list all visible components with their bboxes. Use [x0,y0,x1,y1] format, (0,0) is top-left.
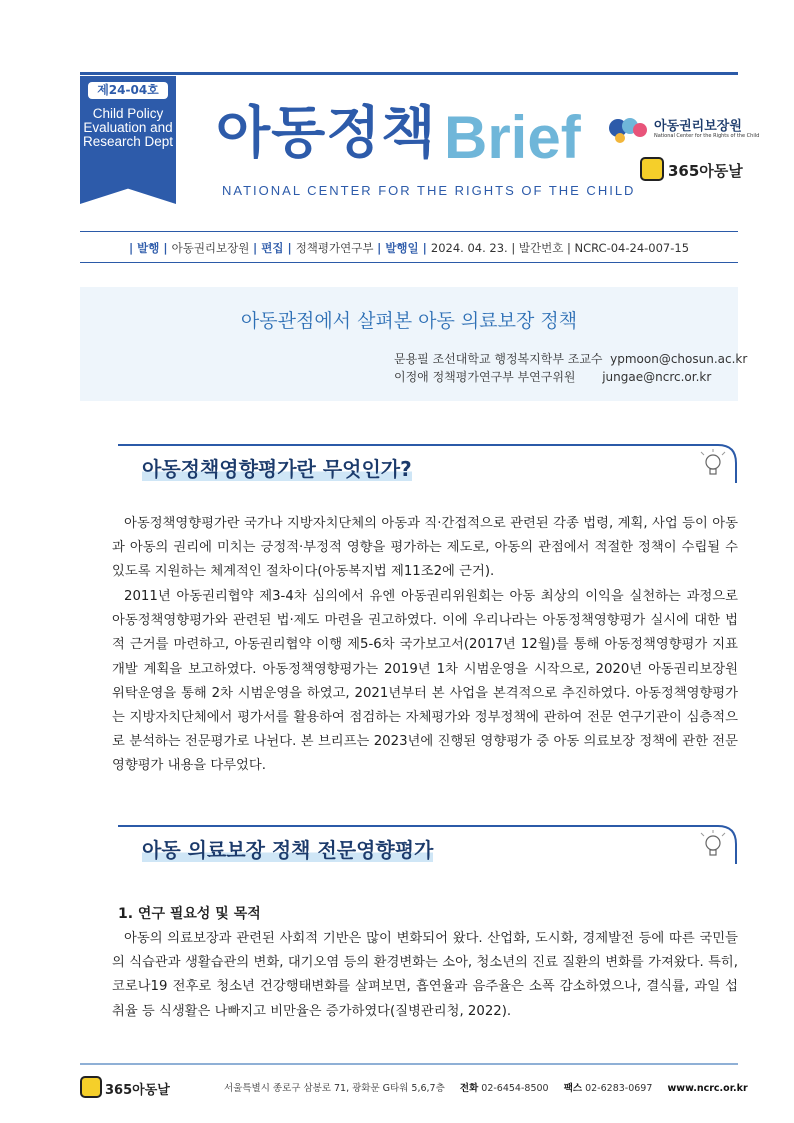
footer-contact [224,1080,748,1094]
report-title: 아동관점에서 살펴본 아동 의료보장 정책 [240,310,578,332]
editor: 정책평가연구부 [295,241,374,255]
lightbulb-icon [694,830,732,862]
author-1: 문용필 조선대학교 행정복지학부 조교수 ypmoon@chosun.ac.kr [394,352,748,366]
issue-number: 제24-04호 [88,82,168,99]
website-link[interactable]: www.ncrc.or.kr [667,1083,748,1094]
serial-label: 발간번호 [518,241,564,255]
tel: 02-6454-8500 [481,1083,549,1094]
footer-logo-text: 365아동날 [105,1083,170,1098]
author-2: 이정애 정책평가연구부 부연구위원 jungae@ncrc.or.kr [394,370,712,384]
section-1-paragraph-1: 아동정책영향평가란 국가나 지방자치단체의 아동과 직·간접적으로 관련된 각종 법령, 계획, 사업 등이 아동과 아동의 권리에 미치는 긍정적·부정적 영향을 평가하는 제도로, 아동의 관점에서 적절한 정책이 수립될 수 있도록 지원하는 체계적인 절차이다(아동복지법 제11조2에 근거). [112,516,738,580]
serial-number: NCRC-04-24-007-15 [574,241,690,255]
brief-subtitle: NATIONAL CENTER FOR THE RIGHTS OF THE CHILD [222,183,636,198]
publisher: 아동권리보장원 [171,241,250,255]
publication-meta: | 발행 | 아동권리보장원 | 편집 | 정책평가연구부 | 발행일 | 2024. 04. 23. | 발간번호 | NCRC-04-24-007-15 [128,241,690,255]
smile-logo-icon [640,157,664,181]
brief-title-korean: 아동정책 [216,101,437,166]
meta-top-rule [80,231,738,232]
smile-logo-icon [80,1076,102,1098]
tel-label: 전화 [459,1083,479,1094]
date-label: 발행일 [385,241,419,255]
meta-bottom-rule [80,262,738,263]
section-1-heading: 아동정책영향평가란 무엇인가? [142,457,412,481]
department-name: Child Policy Evaluation and Research Dept [82,106,174,149]
address: 서울특별시 종로구 삼봉로 71, 광화문 G타워 5,6,7층 [224,1083,445,1094]
section-2-paragraph-1: 아동의 의료보장과 관련된 사회적 기반은 많이 변화되어 왔다. 산업화, 도시화, 경제발전 등에 따른 국민들의 식습관과 생활습관의 변화, 대기오염 등의 환경변화는 소아, 청소년의 진료 질환의 변화를 가져왔다. 특히, 코로나19 전후로 청소년 건강행태변화를 살펴보면, 흡연율과 음주율은 소폭 감소하였으나, 결식률, 과일 섭취율 등 식생활은 나빠지고 비만율은 증가하였다(질병관리청, 2022). [112,931,738,1019]
fax-label: 팩스 [563,1083,583,1094]
footer-rule [80,1063,738,1065]
editor-label: 편집 [261,241,284,255]
section-2-heading: 아동 의료보장 정책 전문영향평가 [142,838,434,862]
publisher-label: 발행 [137,241,160,255]
ncrc-logo-subtext: National Center for the Rights of the Child [654,133,760,139]
publish-date: 2024. 04. 23. [430,241,508,255]
ncrc-logo-icon [606,114,652,144]
lightbulb-icon [694,449,732,481]
brief-title-english: Brief [444,104,581,171]
subsection-heading: 1. 연구 필요성 및 목적 [118,906,261,922]
section-1-paragraph-2: 2011년 아동권리협약 제3-4차 심의에서 유엔 아동권리위원회는 아동 최상의 이익을 실천하는 과정으로 아동정책영향평가와 관련된 법·제도 마련을 권고하였다. 이에 우리나라는 아동정책영향평가 실시에 대한 법적 근거를 마련하고, 아동권리협약 이행 제5-6차 국가보고서(2017년 12월)를 통해 아동정책영향평가 지표개발 계획을 보고하였다. 아동정책영향평가는 2019년 1차 시범운영을 시작으로, 2020년 아동권리보장원 위탁운영을 통해 2차 시범운영을 하였고, 2021년부터 본 사업을 본격적으로 추진하였다. 아동정책영향평가는 지방자치단체에서 평가서를 활용하여 점검하는 자체평가와 정부정책에 관하여 전문 연구기관이 심층적으로 분석하는 전문평가로 나뉜다. 본 브리프는 2023년에 진행된 영향평가 중 아동 의료보장 정책에 관한 전문영향평가 내용을 다루었다. [112,589,739,774]
fax: 02-6283-0697 [585,1083,653,1094]
header-top-rule [80,72,738,75]
ncrc-logo-text: 아동권리보장원 [654,119,742,134]
365-logo-text: 365아동날 [668,162,743,180]
